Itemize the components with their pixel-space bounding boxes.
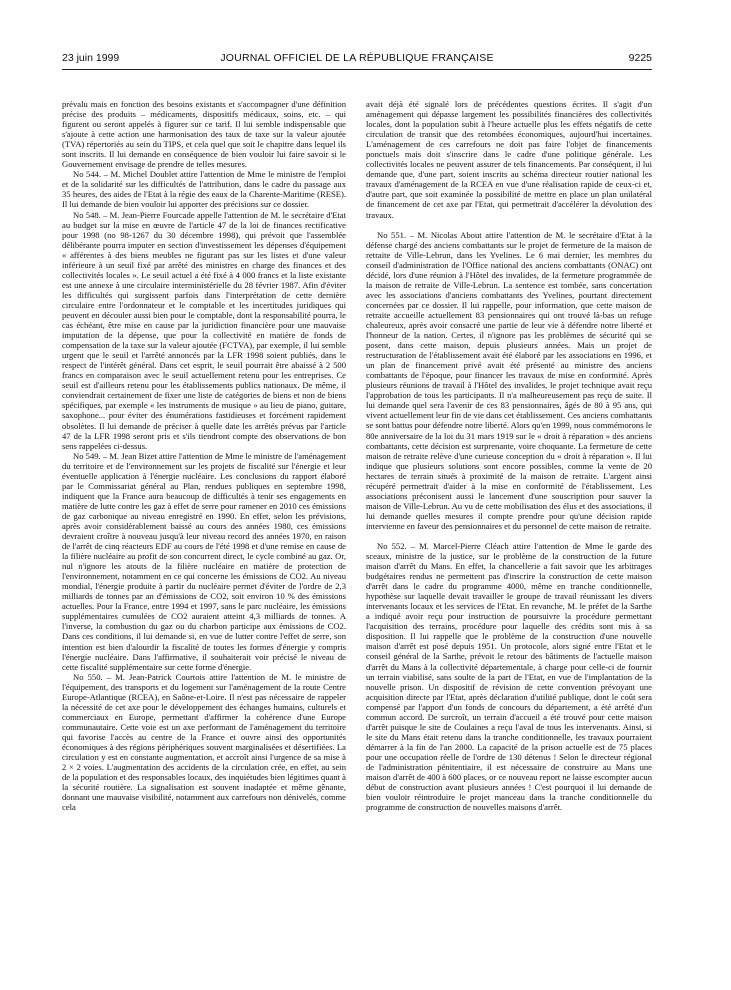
question-544: No 544. – M. Michel Doublet attire l'attention de Mme le ministre de l'emploi et de la solidarité sur les difficultés de l'attribution, dans le cadre du passage aux 35 heures, des aides de l'Etat à la régie des eaux de la Charente-Maritime (RESE). Il lui demande de bien vouloir lui apporter des précisions sur ce dossier. bbox=[62, 169, 346, 210]
question-550-continuation: avait déjà été signalé lors de précédentes questions écrites. Il s'agit d'un aménagement qui dépasse largement les possibilités financières des collectivités locales, dont la population subit à l'heure actuelle plus les effets négatifs de cette circulation de transit que des retombées économiques, aujourd'hui incertaines. L'aménagement de ces carrefours ne doit pas faire l'objet de financements ponctuels mais doit s'inscrire dans le cadre d'une politique générale. Les collectivités locales ne peuvent assurer de tels financements. Par conséquent, il lui demande que, d'une part, soient inscrits au schéma directeur routier national les travaux d'aménagement de la RCEA en vue d'une réalisation rapide de ceux-ci et, d'autre part, que soit examinée la possibilité de mettre en place un plan unilatéral de financement de cet axe par l'Etat, qui permettrait d'accélérer la dévolution des travaux. bbox=[366, 99, 652, 220]
question-550: No 550. – M. Jean-Patrick Courtois attire l'attention de M. le ministre de l'équipement, des transports et du logement sur l'aménagement de la route Centre Europe-Atlantique (RCEA), en Saône-et-Loire. Il n'est pas nécessaire de rappeler la nécessité de cet axe pour le développement des échanges humains, culturels et commerciaux en Europe, permettant d'affirmer la cohérence d'une Europe communautaire. Cette voie est un axe performant de l'aménagement du territoire qui favorise l'accès au centre de la France et ouvre ainsi des opportunités économiques à des régions périphériques souvent marginalisées et désertifiées. La circulation y est en constante augmentation, et accroît ainsi l'urgence de sa mise à 2 × 2 voies. L'augmentation des accidents de la circulation crée, en effet, au sein de la population et des responsables locaux, des inquiétudes bien légitimes quant à la sécurité routière. La signalisation est souvent inadaptée et même gênante, donnant une mauvaise visibilité, notamment aux carrefours non dénivelés, comme cela bbox=[62, 671, 346, 813]
header-title: JOURNAL OFFICIEL DE LA RÉPUBLIQUE FRANÇAISE bbox=[220, 52, 494, 64]
question-549: No 549. – M. Jean Bizet attire l'attention de Mme le ministre de l'aménagement du territoire et de l'environnement sur les projets de fiscalité sur l'énergie et leur éventuelle application à l'énergie nucléaire. Les conclusions du rapport élaboré par le Commissariat général au Plan, rendues publiques en septembre 1998, indiquent que la France aura beaucoup de difficultés à tenir ses engagements en matière de lutte contre les gaz à effet de serre pour ramener en 2010 ces émissions de gaz carbonique au niveau enregistré en 1990. En effet, selon les prévisions, après avoir considérablement baissé au cours des années 1980, ces émissions devraient croître à nouveau jusqu'à leur niveau record des années 1970, en raison de l'arrêt de cinq réacteurs EDF au cours de l'été 1998 et d'une remise en cause de la filière nucléaire au profit de son concurrent direct, le cycle combiné au gaz. Or, nul n'ignore les atouts de la filière nucléaire en matière de protection de l'environnement, notamment en ce qui concerne les émissions de CO2. Au niveau mondial, l'énergie produite à partir du nucléaire permet d'éviter de l'ordre de 2,3 milliards de tonnes par an d'émissions de CO2, soit environ 10 % des émissions actuelles. Pour la France, entre 1994 et 1997, sans le parc nucléaire, les émissions supplémentaires cumulées de CO2 auraient atteint 4,3 milliards de tonnes. A l'inverse, la combustion du gaz ou du charbon participe aux émissions de CO2. Dans ces conditions, il lui demande si, en vue de lutter contre l'effet de serre, son intention est bien d'alourdir la fiscalité de toutes les formes d'énergie y compris l'énergie nucléaire. Dans l'affirmative, il souhaiterait voir précisé le niveau de cette fiscalité supplémentaire sur cette forme d'énergie. bbox=[62, 450, 346, 672]
header-page-number: 9225 bbox=[628, 52, 652, 64]
column-right bbox=[366, 99, 652, 959]
question-552: No 552. – M. Marcel-Pierre Cléach attire l'attention de Mme le garde des sceaux, ministre de la justice, sur le problème de la construction de la future maison d'arrêt du Mans. En effet, la chancellerie a fait savoir que les arbitrages budgétaires rendus ne permettent pas d'inscrire la construction de cette maison d'arrêt dans le cadre du programme 4000, même en tranche conditionnelle, hypothèse sur laquelle devait travailler le groupe de travail réunissant les divers intervenants locaux et les services de l'Etat. En revanche, M. le préfet de la Sarthe a indiqué avoir reçu pour instruction de poursuivre la procédure permettant l'acquisition des terrains, procédure pour laquelle des crédits sont mis à sa disposition. Il lui rappelle que le problème de la construction d'une nouvelle maison d'arrêt est posé depuis 1951. Un protocole, alors signé entre l'Etat et le conseil général de la Sarthe, prévoit le retour des bâtiments de l'actuelle maison d'arrêt du Mans à la collectivité départementale, à charge pour celle-ci de fournir un terrain viabilisé, sans soulte de la part de l'Etat, en vue de l'implantation de la nouvelle prison. Un dispositif de révision de cette convention prévoyant une acquisition directe par l'Etat, après déclaration d'utilité publique, dont le coût sera compensé par l'apport d'un fonds de concours du département, a été arrêté d'un commun accord. De surcroît, un terrain d'accueil a été trouvé pour cette maison d'arrêt puisque le site de Coulaines a reçu l'aval de tous les intervenants. Ainsi, si le site du Mans était retenu dans la tranche conditionnelle, les travaux pourraient démarrer à la fin de l'an 2000. La capacité de la prison actuelle est de 75 places pour une occupation réelle de l'ordre de 130 détenus ! Selon le directeur régional de l'administration pénitentiaire, il est nécessaire de construire au Mans une maison d'arrêt de 400 à 600 places, or ce nouveau report ne laisse escompter aucun début de construction avant plusieurs années ! C'est pourquoi il lui demande de bien vouloir réintroduire le projet manceau dans la tranche conditionnelle du programme de construction de nouvelles maisons d'arrêt. bbox=[366, 540, 652, 813]
paragraph-continuation: prévalu mais en fonction des besoins existants et s'accompagner d'une définition précise des produits – médicaments, dispositifs médicaux, soins, etc. – qui figurent ou seront appelés à figurer sur ce tarif. Il lui semble indispensable que s'ajoute à cette action une harmonisation des taux de taxe sur la valeur ajoutée (TVA) répertoriés au sein du TIPS, et cela quel que soit le chapitre dans lequel ils sont inscrits. Il lui demande en conséquence de bien vouloir lui faire savoir si le Gouvernement envisage de prendre de telles mesures. bbox=[62, 99, 346, 170]
page-header bbox=[62, 52, 652, 66]
column-left bbox=[62, 99, 346, 959]
header-rule bbox=[62, 69, 652, 70]
question-551: No 551. – M. Nicolas About attire l'attention de M. le secrétaire d'Etat à la défense chargé des anciens combattants sur le projet de fermeture de la maison de retraite de Ville-Lebrun, dans les Yvelines. Le 6 mai dernier, les membres du conseil d'administration de l'Office national des anciens combattants (ONAC) ont décidé, lors d'une réunion à l'Hôtel des invalides, de la fermeture programmée de la maison de retraite de Ville-Lebrun. La sentence est tombée, sans concertation avec les associations d'anciens combattants des Yvelines, pourtant directement concernées par ce dossier. Il lui rappelle, pour information, que cette maison de retraite accueille actuellement 83 pensionnaires qui ont trouvé là-bas un refuge chaleureux, après avoir consacré une partie de leur vie à défendre notre liberté et l'honneur de la nation. Certes, il n'ignore pas les problèmes de sécurité qui se posent, dans cette maison, depuis plusieurs années. Mais un projet de restructuration de l'établissement avait été élaboré par les associations en 1996, et un plan de financement privé avait été présenté au ministre des anciens combattants de l'époque, pour financer les travaux de mise en conformité. Après plusieurs réunions de travail à l'Hôtel des invalides, le projet technique avait reçu l'approbation de tous les participants. Il n'a malheureusement pas reçu de suite. Il lui demande quel sera l'avenir de ces 83 pensionnaires, âgés de 80 à 95 ans, qui vivent actuellement leur fin de vie dans cet établissement. Ces anciens combattants se sont battus pour défendre notre liberté. Alors qu'en 1999, nous commémorons le 80e anniversaire de la loi du 31 mars 1919 sur le « droit à réparation » des anciens combattants, cette décision est surprenante, voire choquante. La fermeture de cette maison de retraite relève d'une curieuse conception du « droit à réparation ». Il lui indique que plusieurs solutions sont encore possibles, comme la vente de 20 hectares de terrain situés à proximité de la maison de retraite. L'argent ainsi récupéré permettrait d'aider à la mise en conformité de l'établissement. Les associations préconisent aussi le lancement d'une souscription pour sauver la maison de Ville-Lebrun. Au vu de cette mobilisation des élus et des associations, il lui demande quelles mesures il compte prendre pour qu'une décision rapide intervienne en faveur des pensionnaires et du personnel de cette maison de retraite. bbox=[366, 229, 652, 531]
question-548: No 548. – M. Jean-Pierre Fourcade appelle l'attention de M. le secrétaire d'Etat au budget sur la mise en œuvre de l'article 47 de la loi de finances rectificative pour 1998 (no 98-1267 du 30 décembre 1998), qui prévoit que l'assemblée délibérante pourra imputer en section d'investissement les dépenses d'équipement « afférentes à des biens meubles ne figurant pas sur les listes et d'une valeur inférieure à un seuil fixé par arrêté des ministres en charge des finances et des collectivités locales ». Le seuil actuel a été fixé à 4 000 francs et la liste existante est une annexe à une circulaire interministérielle du 28 février 1987. Afin d'éviter les difficultés qui surgissent parfois dans l'interprétation de cette dernière circulaire entre l'ordonnateur et le comptable et les incertitudes juridiques qui peuvent en découler aussi bien pour le comptable, dont la responsabilité pourra, le cas échéant, être mise en cause par la juridiction financière pour une mauvaise imputation de la dépense, que pour la collectivité en matière de fonds de compensation de la taxe sur la valeur ajoutée (FCTVA), par exemple, il lui semble urgent que le seuil et l'arrêté annoncés par la LFR 1998 soient publiés, dans le respect de l'intérêt général. Dans cet esprit, le seuil pourrait être abaissé à 2 500 francs en comparaison avec le seuil actuellement retenu pour les entreprises. Ce seuil est d'ailleurs retenu pour les établissements publics nationaux. De même, il conviendrait certainement de fixer une liste de catégories de biens et non de biens spécifiques, par exemple « les instruments de musique » au lieu de piano, guitare, saxophone... pour éviter des énumérations fastidieuses et forcément rapidement obsolètes. Il lui demande de préciser à quelle date les arrêtés prévus par l'article 47 de la LFR 1998 seront pris et s'ils tiendront compte des observations de bon sens rappelées ci-dessus. bbox=[62, 209, 346, 451]
header-date: 23 juin 1999 bbox=[62, 52, 120, 64]
